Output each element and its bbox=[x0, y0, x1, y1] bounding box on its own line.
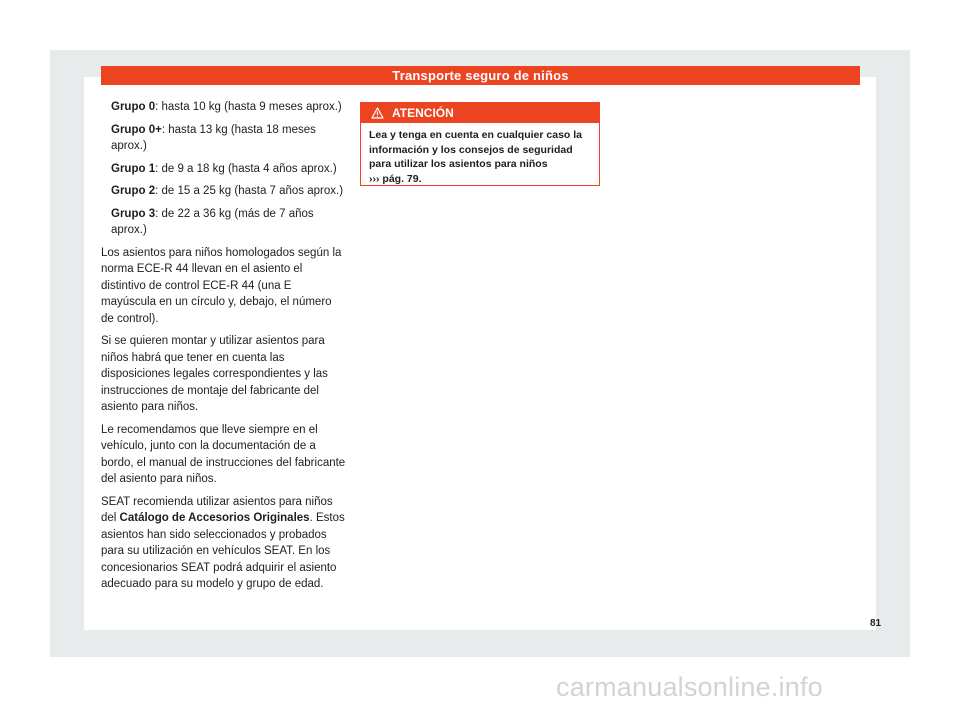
warning-title: ATENCIÓN bbox=[392, 106, 454, 120]
body-paragraph: Le recomendamos que lleve siempre en el vehículo, junto con la documentación de a bordo, el manual de instrucciones del fabricante del asiento para niños. bbox=[101, 423, 346, 485]
section-header bbox=[101, 66, 860, 85]
watermark: carmanualsonline.info bbox=[556, 672, 823, 702]
catalog-name: Catálogo de Accesorios Originales bbox=[119, 512, 310, 524]
warning-header bbox=[361, 103, 599, 123]
warning-box bbox=[360, 102, 600, 186]
page-number: 81 bbox=[870, 618, 882, 629]
warning-triangle-icon bbox=[371, 107, 384, 119]
body-paragraph: Si se quieren montar y utilizar asientos para niños habrá que tener en cuenta las disposiciones legales correspondientes y las instrucciones de montaje del fabricante del asiento para niños. bbox=[101, 335, 328, 413]
group-item: Grupo 2: de 15 a 25 kg (hasta 7 años aprox.) bbox=[111, 185, 344, 197]
body-paragraph: SEAT recomienda utilizar asientos para niños del Catálogo de Accesorios Originales. Estos asientos han sido seleccionados y probados para su utilización en vehículos SEAT. En los concesionarios SEAT podrá adquirir el asiento adecuado para su modelo y grupo de edad. bbox=[101, 495, 345, 590]
group-item: Grupo 0: hasta 10 kg (hasta 9 meses aprox.) bbox=[111, 101, 342, 113]
body-paragraph: Los asientos para niños homologados según la norma ECE-R 44 llevan en el asiento el distintivo de control ECE-R 44 (una E mayúscula en un círculo y, debajo, el número de control). bbox=[101, 246, 342, 325]
left-column bbox=[101, 99, 346, 599]
section-title: Transporte seguro de niños bbox=[392, 68, 569, 83]
group-item: Grupo 1: de 9 a 18 kg (hasta 4 años aprox.) bbox=[111, 162, 337, 175]
group-item: Grupo 3: de 22 a 36 kg (más de 7 años aprox.) bbox=[111, 207, 314, 236]
warning-body: Lea y tenga en cuenta en cualquier caso la información y los consejos de seguridad para utilizar los asientos para niños ››› pág. 79. bbox=[369, 129, 582, 185]
page-reference-link[interactable]: ››› pág. 79. bbox=[369, 172, 422, 185]
group-item: Grupo 0+: hasta 13 kg (hasta 18 meses aprox.) bbox=[111, 123, 316, 152]
